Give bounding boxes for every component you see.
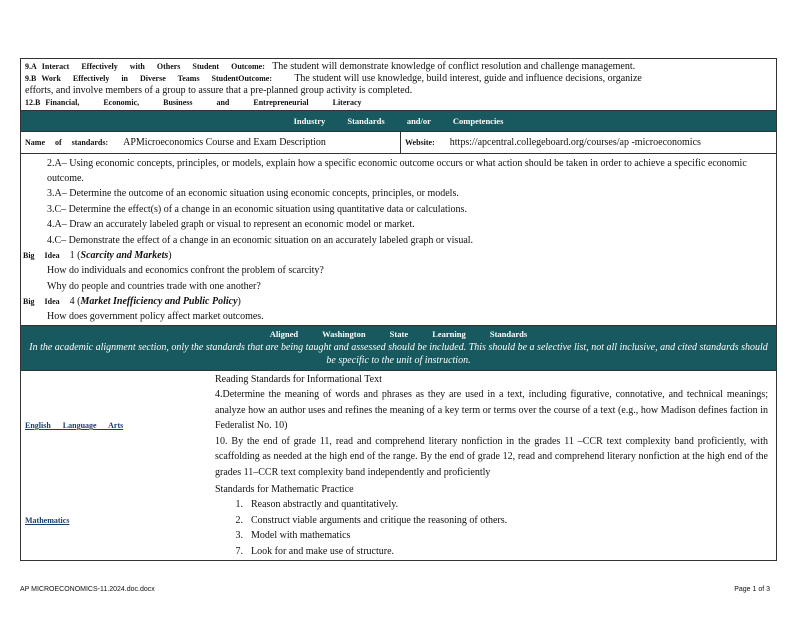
list-item: Why do people and countries trade with one another? [25,279,772,295]
aligned-standards-title: Aligned Washington State Learning Standards [269,328,528,339]
bullet-icon [25,186,47,202]
standard-9a-title: Interact Effectively with Others Student Outcome: [41,62,265,71]
standard-9b: 9.B Work Effectively in Diverse Teams StudentOutcome: The student will use knowledge, build interest, guide and influence decisions, organize [25,73,642,84]
ela-standard-10: 10. By the end of grade 11, read and comprehend literary nonfiction in the grades 11 –CCR text complexity band proficiently, with scaffolding as needed at the high end of the range. By the end of grade 12, read and comprehend literary nonfiction at the high end of the grades 11–CCR text complexity band independently and proficiently [215,435,768,479]
standards-name-row [21,132,776,154]
standard-9b-continued: efforts, and involve members of a group to assure that a pre-planned group activity is completed. [25,85,413,96]
big-idea-4-title: Market Inefficiency and Public Policy [80,296,238,307]
list-item: 2.A– Using economic concepts, principles, or models, explain how a specific economic outcome occurs or what action should be taken in order to achieve a specific economic outcome. [25,156,772,186]
standards-name-label: Name of standards: [25,138,109,147]
aligned-standards-header [21,326,776,371]
bullet-icon [25,309,47,325]
list-item: 3.A– Determine the outcome of an economic situation using economic concepts, principles, or models. [25,186,772,202]
list-item: 7. Look for and make use of structure. [235,546,395,558]
bullet-icon [25,156,47,186]
standards-name-value: APMicroeconomics Course and Exam Description [123,137,326,148]
big-idea-1-title: Scarcity and Markets [80,250,169,261]
document-table [20,58,777,561]
standards-name-cell [21,132,401,153]
list-item: 4.C– Demonstrate the effect of a change in an economic situation on an accurately labeled graph or visual. [25,233,772,249]
math-row [21,481,776,561]
standard-9b-text: The student will use knowledge, build interest, guide and influence decisions, organize [294,73,642,84]
bullet-icon [25,263,47,279]
footer-filename: AP MICROECONOMICS-11.2024.doc.docx [20,586,155,593]
list-item: 4.A– Draw an accurately labeled graph or visual to represent an economic model or market. [25,217,772,233]
big-idea-1: Big Idea 1 (Scarcity and Markets) [23,250,172,261]
math-content [211,481,776,560]
website-label: Website: [405,138,435,147]
standard-9b-title: Work Effectively in Diverse Teams StudentOutcome: [41,74,272,83]
industry-standards-header: Industry Standards and/or Competencies [21,111,776,132]
list-item: 1. Reason abstractly and quantitatively. [235,499,399,511]
standard-9a-text: The student will demonstrate knowledge of conflict resolution and challenge management. [272,61,636,72]
bullet-icon [25,279,47,295]
top-standards-block [21,59,776,111]
list-item: 2. Construct viable arguments and critique the reasoning of others. [235,514,508,526]
math-heading: Standards for Mathematic Practice [215,483,354,495]
standard-12b-title: Financial, Economic, Business and Entrepreneurial Literacy [45,98,362,107]
big-idea-4: Big Idea 4 (Market Inefficiency and Public Policy) [23,296,241,307]
bullet-icon [25,202,47,218]
footer-page-number: Page 1 of 3 [734,586,770,593]
standard-12b: 12.B Financial, Economic, Business and Entrepreneurial Literacy [25,98,362,107]
ela-label-cell [21,371,211,481]
course-skills-block [21,154,776,326]
aligned-standards-note: In the academic alignment section, only the standards that are being taught and assessed should be included. This should be a selective list, not all inclusive, and cited standards should be specific to the unit of instruction. [29,341,768,366]
ela-content [211,371,776,481]
ela-label: English Language Arts [25,421,124,431]
list-item: 3.C– Determine the effect(s) of a change in an economic situation using quantitative data or calculations. [25,202,772,218]
math-label: Mathematics [25,515,70,525]
math-label-cell [21,481,211,560]
list-item: How does government policy affect market outcomes. [25,309,772,325]
ela-row [21,371,776,481]
bullet-icon [25,217,47,233]
list-item: 3. Model with mathematics [235,530,351,542]
list-item: How do individuals and economics confront the problem of scarcity? [25,263,772,279]
ela-heading: Reading Standards for Informational Text [215,373,382,385]
website-cell [401,132,776,153]
website-link[interactable]: https://apcentral.collegeboard.org/courses/ap -microeconomics [449,137,701,148]
standard-9a: 9.A Interact Effectively with Others Student Outcome: The student will demonstrate knowledge of conflict resolution and challenge management. [25,61,636,72]
bullet-icon [25,233,47,249]
ela-standard-4: 4.Determine the meaning of words and phrases as they are used in a text, including figurative, connotative, and technical meanings; analyze how an author uses and refines the meaning of a key term or terms over the course of a text (e.g., how Madison defines faction in Federalist No. 10) [215,389,768,432]
